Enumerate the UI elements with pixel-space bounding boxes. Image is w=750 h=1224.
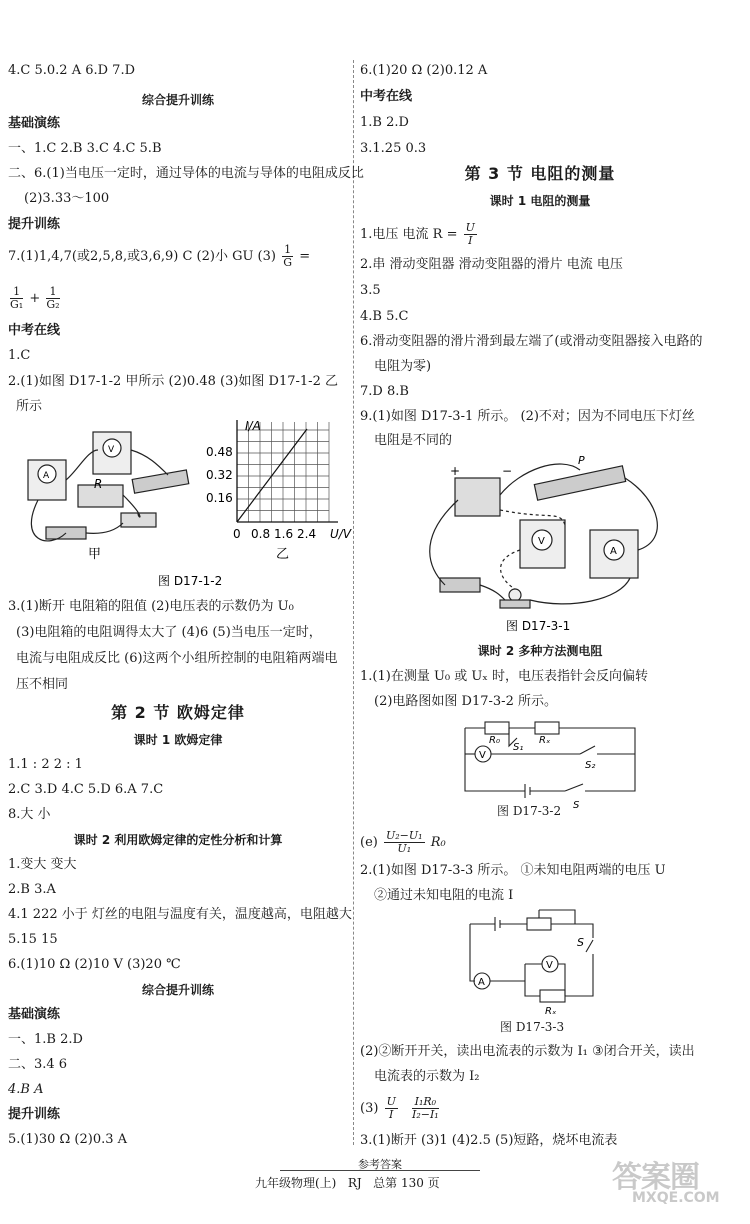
watermark-url: MXQE.COM — [632, 1190, 720, 1206]
answer-line: 压不相同 — [16, 677, 69, 692]
equals-sign: = — [299, 249, 311, 264]
watermark-logo: 答案圈 — [612, 1160, 699, 1195]
y-axis-label: I/A — [245, 419, 261, 433]
resistor-label: R — [94, 477, 103, 491]
section-heading: 第 3 节 电阻的测量 — [464, 164, 616, 183]
answer-line: (2)②断开开关，读出电流表的示数为 I₁ ③闭合开关，读出 — [360, 1044, 695, 1059]
answer-line: 一、1.B 2.D — [8, 1032, 83, 1047]
voltmeter-symbol: V — [538, 536, 545, 547]
answer-text: 1.电压 电流 R = — [360, 227, 458, 242]
figure-caption: 图 D17-3-2 — [497, 804, 562, 818]
circuit-diagram — [470, 910, 593, 1002]
numerator: 1 — [284, 243, 292, 256]
voltmeter-symbol: V — [546, 960, 553, 971]
footer-page-number: 总第 130 页 — [373, 1176, 440, 1190]
lesson-heading: 课时 2 多种方法测电阻 — [477, 644, 603, 658]
answer-line: 2.C 3.D 4.C 5.D 6.A 7.C — [8, 782, 164, 797]
answer-line: 2.(1)如图 D17-3-3 所示。 ①未知电阻两端的电压 U — [360, 863, 666, 878]
answer-line: (2)3.33～100 — [24, 191, 110, 206]
denominator: G — [283, 256, 293, 269]
fraction — [282, 244, 293, 269]
answer-line: 4.B 5.C — [360, 309, 409, 324]
data-line — [237, 429, 307, 522]
label-yi: 乙 — [276, 547, 290, 562]
answer-line: 1.(1)在测量 U₀ 或 Uₓ 时，电压表指针会反向偏转 — [360, 669, 648, 684]
answer-line: 6.(1)20 Ω (2)0.12 A — [360, 63, 488, 78]
voltmeter-symbol: V — [479, 750, 486, 761]
fraction — [412, 1096, 439, 1121]
answer-line: 4.1 222 小于 灯丝的电阻与温度有关，温度越高，电阻越大 — [8, 907, 352, 922]
answer-line: 1.C — [8, 348, 31, 363]
answer-line: 5.15 15 — [8, 932, 58, 947]
r0-label: R₀ — [489, 735, 500, 746]
x-tick: 2.4 — [297, 527, 317, 541]
lesson-heading: 课时 2 利用欧姆定律的定性分析和计算 — [73, 833, 283, 847]
numerator: 1 — [10, 286, 23, 299]
numerator: U — [465, 221, 475, 234]
rx-label: Rₓ — [545, 1006, 557, 1014]
answer-line: 二、6.(1)当电压一定时，通过导体的电流与导体的电阻成反比 — [8, 166, 364, 181]
voltmeter-symbol: V — [108, 445, 115, 455]
fraction — [385, 1096, 398, 1121]
answer-line: 5.(1)30 Ω (2)0.3 A — [8, 1132, 128, 1147]
answer-line: 4.B A — [8, 1082, 44, 1097]
positive-terminal: + — [450, 464, 461, 478]
denominator: U₁ — [397, 842, 412, 855]
answer-line-formula — [360, 830, 446, 855]
subheading-exam: 中考在线 — [360, 89, 413, 104]
answer-line: 1.变大 变大 — [8, 857, 77, 872]
answer-line: 6.滑动变阻器的滑片滑到最左端了(或滑动变阻器接入电路的 — [360, 334, 703, 349]
subheading-advanced: 提升训练 — [8, 1107, 61, 1122]
x-axis-label: U/V — [330, 527, 352, 541]
label-jia: 甲 — [88, 547, 102, 562]
subheading-basic: 基础演练 — [8, 116, 61, 131]
answer-line: 7.D 8.B — [360, 384, 409, 399]
section-heading: 第 2 节 欧姆定律 — [111, 703, 245, 722]
figure-caption: 图 D17-3-1 — [506, 619, 571, 633]
answer-line: 二、3.4 6 — [8, 1057, 68, 1072]
switch-label: S — [577, 936, 584, 949]
answer-line: 一、1.C 2.B 3.C 4.C 5.B — [8, 141, 162, 156]
answer-text: (3) — [360, 1101, 379, 1116]
plus-sign: + — [29, 291, 41, 306]
answer-line: 电阻是不同的 — [374, 433, 453, 448]
answer-line: 所示 — [16, 399, 43, 414]
answer-line: 3.(1)断开 电阻箱的阻值 (2)电压表的示数仍为 U₀ — [8, 599, 294, 614]
footer-grade: 九年级物理(上) — [255, 1176, 337, 1190]
lesson-heading: 课时 1 电阻的测量 — [489, 194, 591, 208]
s1-label: S₁ — [513, 742, 524, 753]
footer-info — [255, 1174, 440, 1191]
answer-line-7 — [8, 244, 310, 269]
answer-line: 9.(1)如图 D17-3-1 所示。 (2)不对；因为不同电压下灯丝 — [360, 409, 695, 424]
heading-comprehensive: 综合提升训练 — [141, 983, 214, 997]
answer-line: 2.串 滑动变阻器 滑动变阻器的滑片 电流 电压 — [360, 257, 623, 272]
subheading-exam: 中考在线 — [8, 323, 61, 338]
denominator: I — [389, 1108, 394, 1121]
numerator: I₁R₀ — [412, 1096, 439, 1109]
rx-label: Rₓ — [539, 735, 551, 746]
x-tick: 1.6 — [274, 527, 294, 541]
ammeter-symbol: A — [43, 471, 50, 481]
figure-d17-3-3 — [465, 906, 610, 1014]
answer-text: 7.(1)1,4,7(或2,5,8,或3,6,9) C (2)小 GU (3) — [8, 249, 276, 264]
denominator: G₂ — [46, 298, 60, 311]
answer-line: (2)电路图如图 D17-3-2 所示。 — [374, 694, 557, 709]
subheading-advanced: 提升训练 — [8, 217, 61, 232]
ammeter-symbol: A — [478, 977, 485, 988]
fraction — [10, 286, 23, 311]
answer-line: ②通过未知电阻的电流 I — [374, 888, 514, 903]
answer-text: (e) — [360, 835, 378, 850]
answer-line: 3.(1)断开 (3)1 (4)2.5 (5)短路，烧坏电流表 — [360, 1133, 618, 1148]
answer-line: 1.B 2.D — [360, 115, 409, 130]
figure-d17-1-2 — [8, 410, 353, 590]
answer-line-formula — [360, 1096, 441, 1121]
answer-line: 3.5 — [360, 283, 381, 298]
r0-symbol: R₀ — [430, 835, 446, 850]
answer-line: 8.大 小 — [8, 807, 51, 822]
numerator: U — [386, 1095, 396, 1108]
s2-label: S₂ — [585, 760, 596, 771]
answer-line: 电阻为零) — [374, 359, 432, 374]
subheading-basic: 基础演练 — [8, 1007, 61, 1022]
footer-edition: RJ — [347, 1176, 362, 1190]
fraction — [384, 830, 425, 855]
slider-label: P — [578, 454, 585, 467]
y-tick: 0.48 — [206, 445, 233, 459]
fraction — [46, 286, 59, 311]
figure-d17-3-1 — [420, 450, 680, 635]
figure-caption: 图 D17-3-3 — [500, 1020, 565, 1034]
answer-line-fraction-sum — [8, 286, 62, 311]
denominator: I₂−I₁ — [411, 1108, 439, 1121]
ammeter-symbol: A — [610, 546, 617, 557]
denominator: I — [468, 234, 473, 247]
x-tick: 0.8 — [251, 527, 271, 541]
y-tick: 0.16 — [206, 491, 233, 505]
answer-line: (3)电阻箱的电阻调得太大了 (4)6 (5)当电压一定时， — [16, 625, 322, 640]
column-divider — [353, 60, 354, 1145]
circuit-diagram — [465, 722, 635, 798]
i-u-graph — [206, 419, 352, 562]
negative-terminal: − — [502, 464, 513, 478]
y-tick: 0.32 — [206, 468, 233, 482]
answer-line: 电流表的示数为 I₂ — [374, 1069, 480, 1084]
x-tick: 0 — [233, 527, 241, 541]
answer-line: 4.C 5.0.2 A 6.D 7.D — [8, 63, 135, 78]
figure-caption: 图 D17-1-2 — [158, 574, 223, 588]
answer-line: 电流与电阻成反比 (6)这两个小组所控制的电阻箱两端电 — [16, 651, 338, 666]
answer-line: 3.1.25 0.3 — [360, 141, 427, 156]
answer-line: 6.(1)10 Ω (2)10 V (3)20 ℃ — [8, 957, 181, 972]
footer-label: 参考答案 — [358, 1158, 402, 1171]
denominator: G₁ — [10, 298, 24, 311]
answer-line: 2.(1)如图 D17-1-2 甲所示 (2)0.48 (3)如图 D17-1-2 乙 — [8, 374, 338, 389]
footer-rule — [280, 1170, 480, 1171]
fraction — [464, 222, 477, 247]
answer-line-formula — [360, 222, 479, 247]
numerator: U₂−U₁ — [385, 829, 423, 842]
lesson-heading: 课时 1 欧姆定律 — [133, 733, 223, 747]
answer-line: 2.B 3.A — [8, 882, 56, 897]
answer-line: 1.1 : 2 2 : 1 — [8, 757, 83, 772]
s-label: S — [573, 800, 580, 811]
heading-comprehensive: 综合提升训练 — [141, 93, 214, 107]
numerator: 1 — [46, 286, 59, 299]
